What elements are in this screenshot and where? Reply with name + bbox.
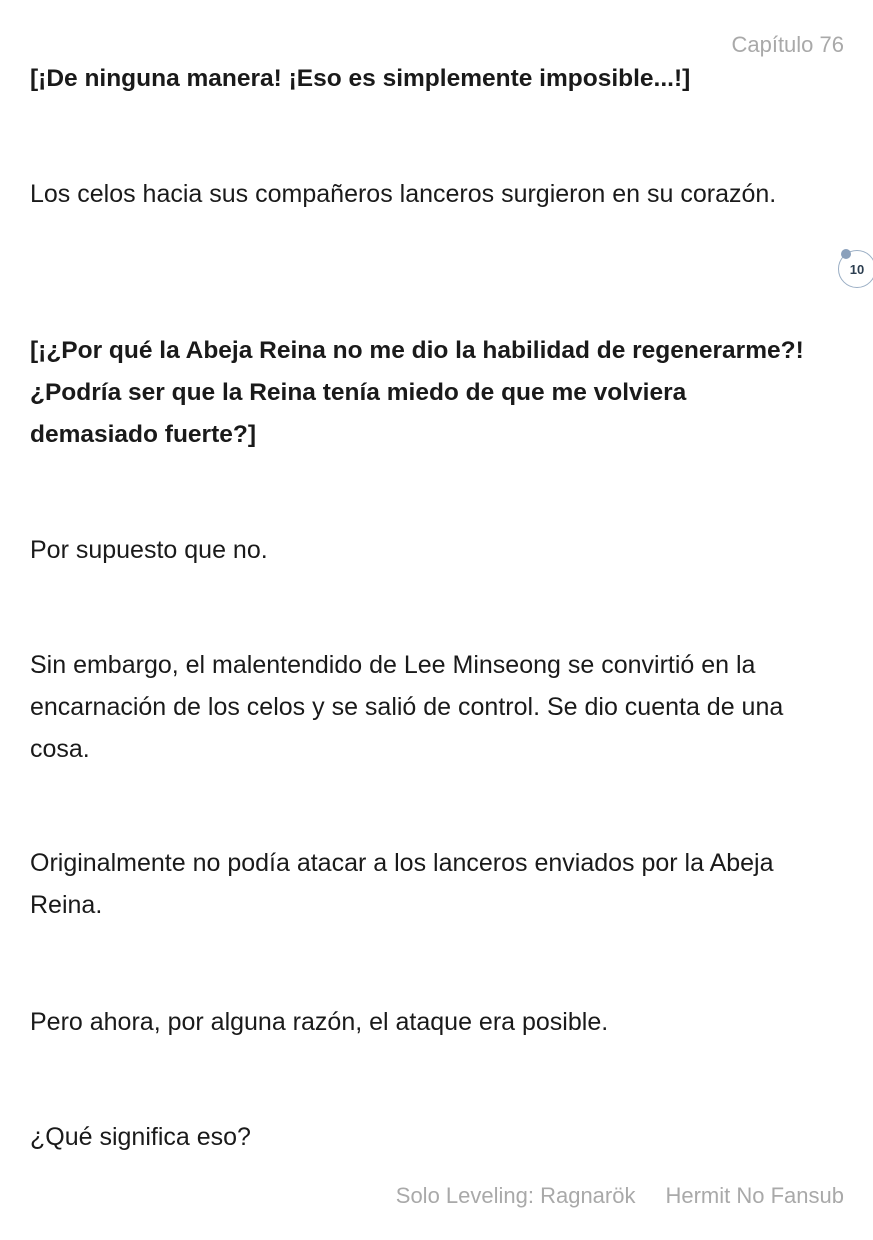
- paragraph: ¿Qué significa eso?: [30, 1123, 251, 1151]
- badge-dot-icon: [841, 249, 851, 259]
- paragraph-dialogue: [¡De ninguna manera! ¡Eso es simplemente imposible...!]: [30, 65, 691, 92]
- footer-title: Solo Leveling: Ragnarök: [395, 1183, 636, 1208]
- page-number-badge[interactable]: 10: [838, 250, 873, 288]
- paragraph: Originalmente no podía atacar a los lanceros enviados por la Abeja Reina.: [30, 849, 774, 919]
- footer: [396, 1183, 844, 1209]
- paragraph-dialogue: [¡¿Por qué la Abeja Reina no me dio la habilidad de regenerarme?! ¿Podría ser que la Reina tenía miedo de que me volviera demasiado fuerte?]: [30, 337, 804, 448]
- paragraph: Los celos hacia sus compañeros lanceros surgieron en su corazón.: [30, 180, 777, 208]
- chapter-label: Capítulo 76: [731, 32, 844, 57]
- paragraph: Por supuesto que no.: [30, 536, 268, 564]
- paragraph: Sin embargo, el malentendido de Lee Minseong se convirtió en la encarnación de los celos y se salió de control. Se dio cuenta de una cosa.: [30, 651, 784, 763]
- footer-credit: Hermit No Fansub: [665, 1183, 844, 1208]
- paragraph: Pero ahora, por alguna razón, el ataque era posible.: [30, 1008, 609, 1036]
